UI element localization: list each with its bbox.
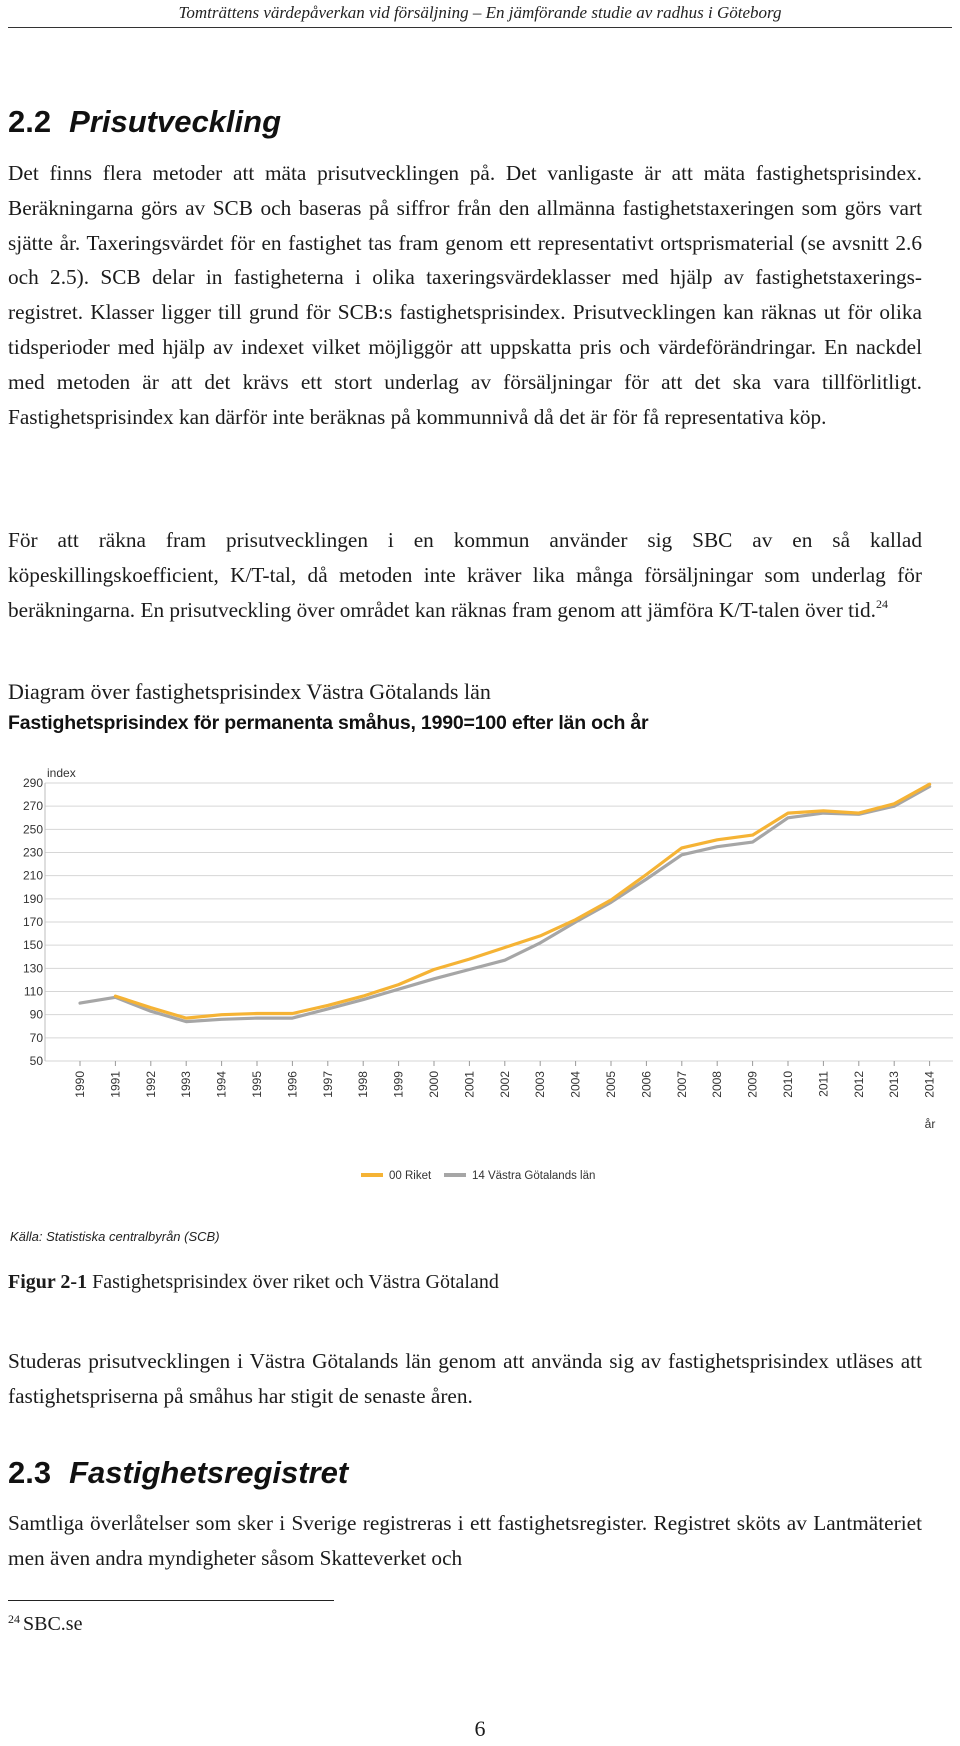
x-tick-label: 1996 (285, 1071, 300, 1098)
footnote-reference[interactable]: 24 (875, 596, 888, 611)
y-tick-label: 170 (22, 915, 43, 929)
x-tick-label: 1999 (391, 1071, 406, 1098)
x-tick-label: 1995 (250, 1071, 264, 1098)
x-tick-label: 2003 (533, 1071, 548, 1098)
paragraph-methods: Det finns flera metoder att mäta prisutvecklingen på. Det vanligaste är att mäta fastighetsprisindex. Beräkningarna görs av SCB och baseras på siffror från den allmänna fastighetstaxeringen som görs vart sjätte år. Taxeringsvärdet för en fastighet tas fram genom ett representativt ortsprismaterial (se avsnitt 2.6 och 2.5). SCB delar in fastigheterna i olika taxeringsvärdeklasser med hjälp av fastighetstaxerings-registret. Klasser ligger till grund för SCB:s fastighetsprisindex. Prisutvecklingen kan räknas ut för olika tidsperioder med hjälp av indexet vilket möjliggör att uppskatta pris och värdeförändringar. En nackdel med metoden är att det krävs ett stort underlag av försäljningar för att det ska vara tillförlitligt. Fastighetsprisindex kan därför inte beräknas på kommunnivå då det är för få representativa köp. (8, 161, 922, 429)
x-tick-label: 1991 (108, 1071, 123, 1098)
x-tick-label: 2000 (427, 1071, 441, 1098)
section-number: 2.2 (8, 104, 52, 139)
diagram-intro: Diagram över fastighetsprisindex Västra Götalands län (8, 679, 491, 704)
x-tick-label: 2008 (710, 1071, 725, 1098)
y-tick-label: 250 (22, 822, 43, 837)
x-tick-label: 2011 (816, 1071, 831, 1097)
legend-label: 00 Riket (389, 1170, 432, 1182)
chart-title: Fastighetsprisindex för permanenta småhus, 1990=100 efter län och år (8, 712, 649, 734)
x-tick-label: 2001 (462, 1071, 477, 1098)
y-tick-label: 290 (22, 776, 43, 790)
running-header: Tomträttens värdepåverkan vid försäljning – En jämförande studie av radhus i Göteborg (178, 3, 782, 22)
footnote-rule (8, 1600, 334, 1601)
paragraph-kt-ratio-text: För att räkna fram prisutvecklingen i en kommun använder sig SBC av en så kallad köpeskillingskoefficient, K/T-tal, då metoden inte kräver lika många försäljningar som underlag för beräkningarna. En prisutveckling över området kan räknas fram genom att jämföra K/T-talen över tid. (8, 528, 922, 622)
x-tick-label: 2013 (887, 1071, 902, 1098)
x-axis-label: år (924, 1117, 936, 1131)
footnote (8, 1612, 82, 1636)
paragraph-registry: Samtliga överlåtelser som sker i Sverige registreras i ett fastighetsregister. Registret sköts av Lantmäteriet men även andra myndigheter såsom Skatteverket och (8, 1511, 922, 1570)
y-tick-label: 270 (22, 799, 43, 814)
figure-caption-text: Fastighetsprisindex över riket och Västra Götaland (92, 1271, 499, 1293)
x-tick-label: 1990 (73, 1071, 87, 1098)
footnote-text: SBC.se (23, 1613, 83, 1635)
x-tick-label: 1997 (320, 1071, 335, 1098)
paragraph-after-figure: Studeras prisutvecklingen i Västra Götalands län genom att använda sig av fastighetsprisindex utläses att fastighetspriserna på småhus har stigit de senaste åren. (8, 1349, 922, 1408)
y-tick-label: 110 (23, 984, 43, 999)
x-tick-label: 1998 (356, 1071, 371, 1098)
y-tick-label: 50 (29, 1054, 43, 1068)
footnote-mark: 24 (8, 1612, 20, 1626)
chart-source: Källa: Statistiska centralbyrån (SCB) (10, 1229, 220, 1244)
x-tick-label: 1993 (179, 1071, 194, 1098)
x-tick-label: 2007 (674, 1071, 689, 1098)
section-number: 2.3 (8, 1455, 52, 1490)
x-tick-label: 2014 (922, 1071, 937, 1098)
x-tick-label: 2006 (639, 1071, 654, 1098)
chart-legend (361, 1170, 595, 1182)
paragraph-kt-ratio (8, 523, 922, 627)
section-heading-2-3 (8, 1455, 348, 1491)
y-tick-label: 210 (22, 868, 43, 883)
section-title: Prisutveckling (69, 104, 282, 139)
figure-caption (8, 1271, 499, 1294)
y-tick-label: 230 (22, 845, 43, 860)
x-tick-label: 2004 (568, 1071, 583, 1098)
x-tick-label: 2005 (604, 1071, 618, 1098)
x-tick-label: 2012 (851, 1071, 866, 1098)
x-tick-label: 2010 (781, 1071, 795, 1098)
page-number: 6 (474, 1716, 486, 1741)
section-title: Fastighetsregistret (69, 1455, 349, 1490)
x-tick-label: 1992 (143, 1071, 158, 1098)
y-tick-label: 70 (29, 1030, 43, 1045)
chart-background (0, 755, 960, 1225)
price-index-chart (0, 755, 960, 1225)
section-heading-2-2 (8, 104, 281, 140)
figure-label: Figur 2-1 (8, 1271, 88, 1293)
y-tick-label: 190 (22, 891, 43, 906)
y-axis-label: index (47, 766, 76, 780)
x-tick-label: 2009 (745, 1071, 760, 1098)
y-tick-label: 150 (22, 938, 43, 953)
header-rule (8, 27, 952, 28)
legend-label: 14 Västra Götalands län (472, 1170, 596, 1182)
y-tick-label: 90 (29, 1007, 43, 1022)
x-tick-label: 1994 (214, 1071, 229, 1098)
y-tick-label: 130 (22, 961, 43, 976)
x-tick-label: 2002 (497, 1071, 512, 1098)
